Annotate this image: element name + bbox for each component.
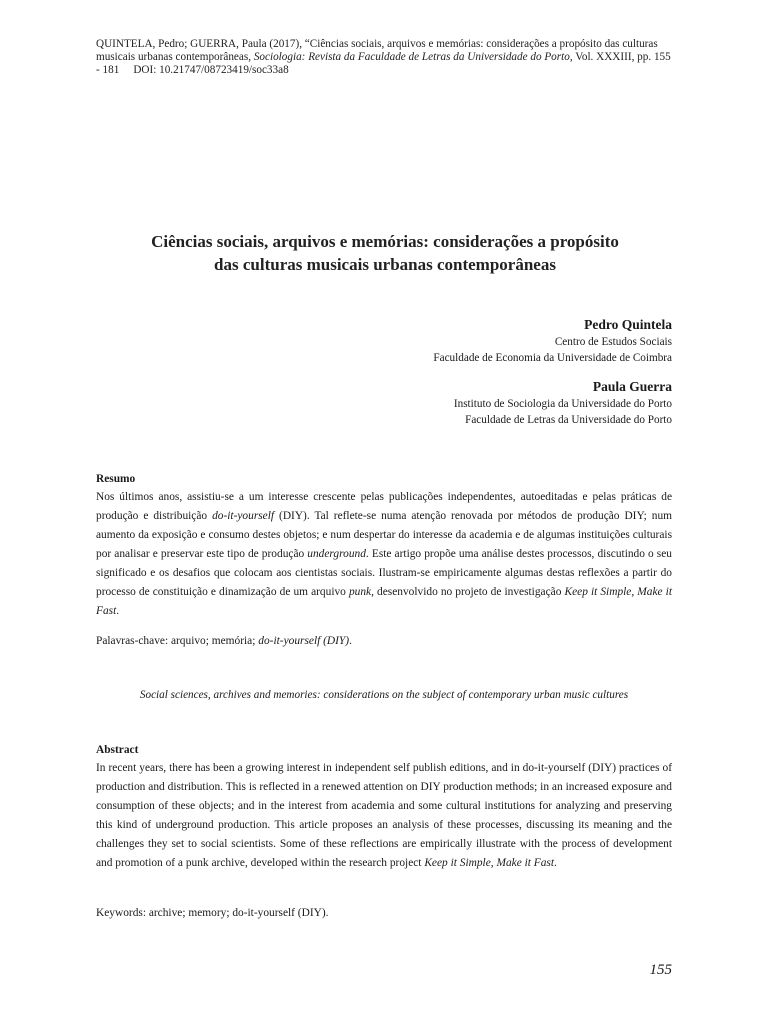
resumo-section	[96, 470, 672, 621]
author-affiliation: Faculdade de Letras da Universidade do Porto	[465, 414, 672, 426]
page-number: 155	[649, 962, 672, 978]
author-affiliation: Faculdade de Economia da Universidade de Coimbra	[433, 352, 672, 364]
keywords: Keywords: archive; memory; do-it-yourself (DIY).	[96, 907, 329, 919]
doi: DOI: 10.21747/08723419/soc33a8	[133, 64, 289, 76]
abstract-body: In recent years, there has been a growing interest in independent self publish editions, and in do-it-yourself (DIY) practices of production and distribution. This is reflected in a renewed attention on DIY production methods; in an increased exposure and consumption of these objects; and in the interest from academia and some cultural institutions for analyzing and preserving this kind of underground production. This article proposes an analysis of these processes, discussing its meaning and the challenges they set to social scientists. Some of these reflections are empirically illustrate with the process of development and promotion of a punk archive, developed within the research project Keep it Simple, Make it Fast.	[96, 762, 672, 869]
resumo-body: Nos últimos anos, assistiu-se a um interesse crescente pelas publicações independentes, autoeditadas e pelas práticas de produção e distribuição do-it-yourself (DIY). Tal reflete-se numa atenção renovada por métodos de produção DIY; num aumento da exposição e consumo destes objetos; e num despertar do interesse da academia e de algumas instituições culturais por analisar e preservar este tipo de produção underground. Este artigo propõe uma análise destes processos, discutindo o seu significado e os desafios que colocam aos cientistas sociais. Ilustram-se empiricamente algumas destas reflexões a partir do processo de constituição e dinamização de um arquivo punk, desenvolvido no projeto de investigação Keep it Simple, Make it Fast.	[96, 491, 672, 617]
abstract-section	[96, 741, 672, 873]
paper-title: Ciências sociais, arquivos e memórias: considerações a propósito das culturas musicais urbanas contemporâneas	[151, 232, 619, 274]
author-block	[433, 378, 672, 428]
author-name: Paula Guerra	[592, 379, 672, 394]
english-title: Social sciences, archives and memories: considerations on the subject of contemporary urban music cultures	[139, 689, 629, 701]
author-affiliation: Instituto de Sociologia da Universidade do Porto	[453, 398, 672, 410]
author-list	[433, 316, 672, 440]
author-name: Pedro Quintela	[584, 317, 672, 332]
journal-name: Sociologia: Revista da Faculdade de Letras da Universidade do Porto	[253, 51, 570, 63]
abstract-heading: Abstract	[96, 744, 139, 756]
resumo-heading: Resumo	[96, 473, 136, 485]
citation-header: QUINTELA, Pedro; GUERRA, Paula (2017), “Ciências sociais, arquivos e memórias: considerações a propósito das culturas musicais urbanas contemporâneas, Sociologia: Revista da Faculdade de Letras da Universidade do Porto, Vol. XXXIII, pp. 155 - 181 DOI: 10.21747/08723419/soc33a8	[96, 38, 671, 76]
palavras-chave: Palavras-chave: arquivo; memória; do-it-yourself (DIY).	[96, 635, 352, 647]
author-block	[433, 316, 672, 366]
author-affiliation: Centro de Estudos Sociais	[554, 336, 672, 348]
